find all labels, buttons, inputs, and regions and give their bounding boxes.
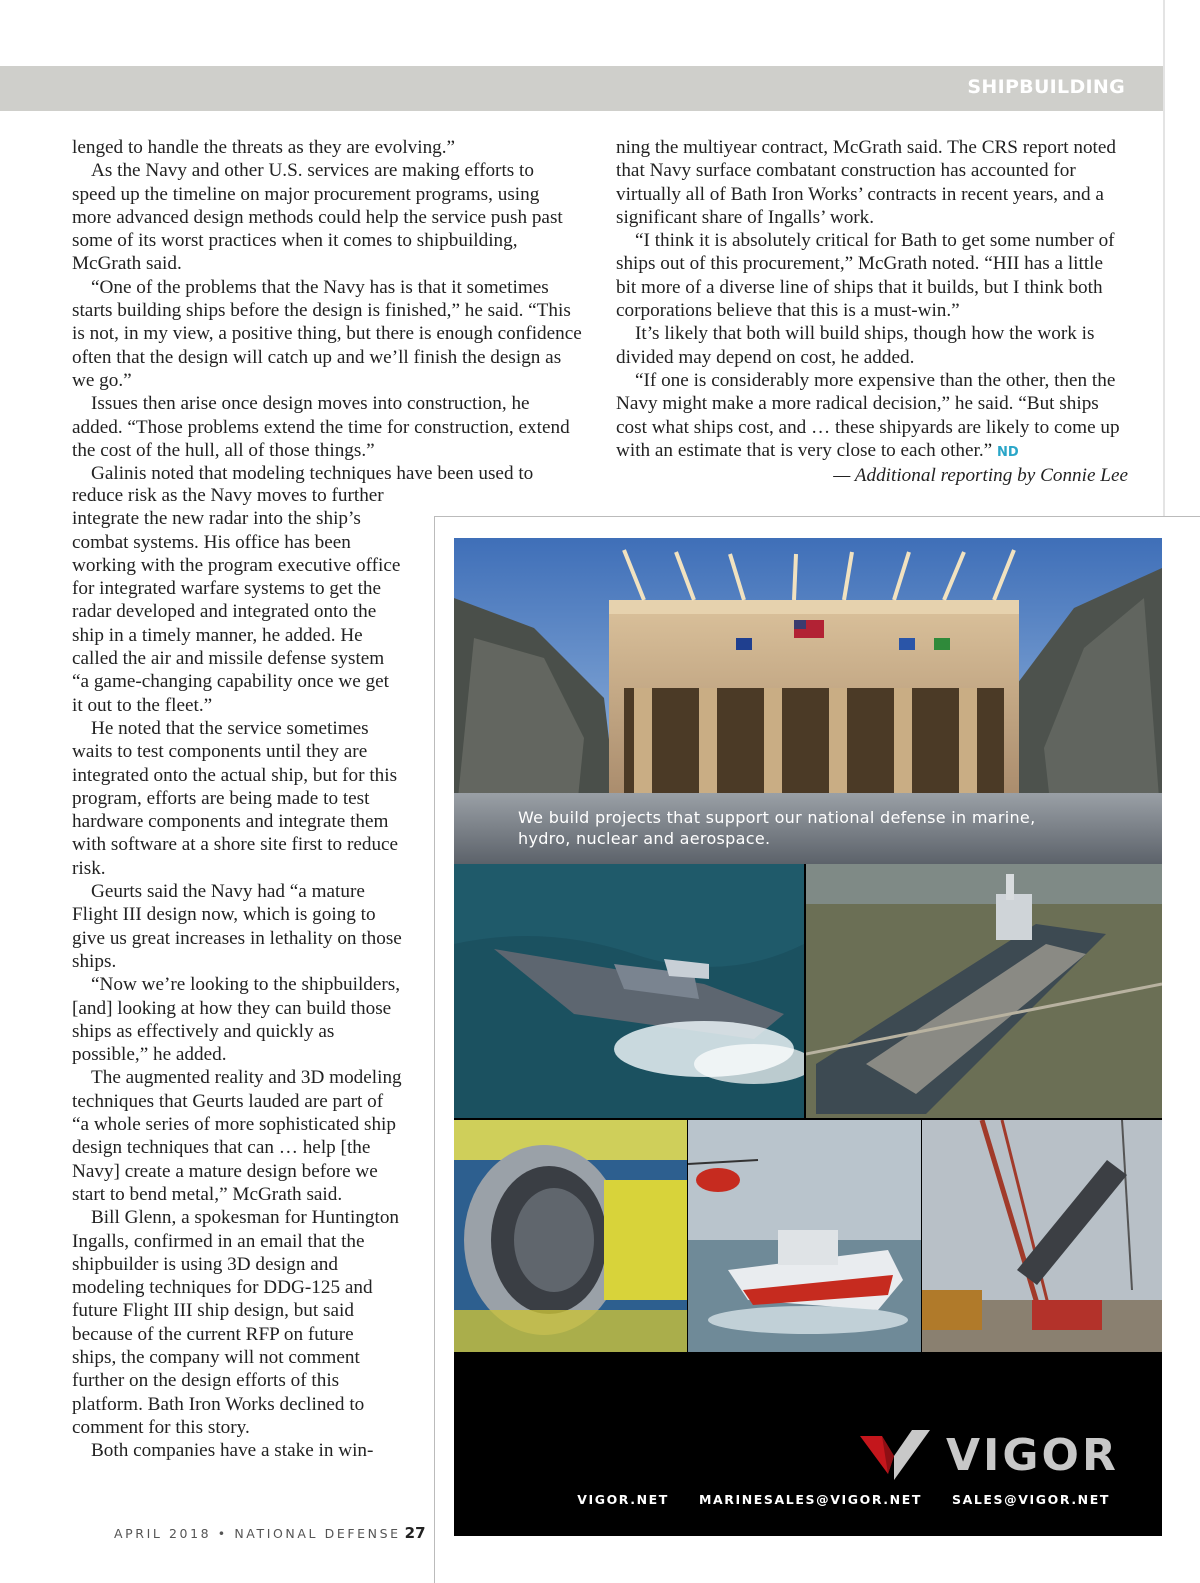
paragraph: “One of the problems that the Navy has is that it sometimes starts building ships before the design is finished,” he said. “This is not, in my view, a positive thing, but there is enough confidence often that the design will catch up and we’ll finish the design as we go.”	[72, 276, 582, 391]
crane-lift-photo	[922, 1120, 1162, 1352]
paragraph: “Now we’re looking to the shipbuilders, [and] looking at how they can build those ships as effectively and quickly as possible,” he added.	[72, 974, 401, 1066]
patrol-boat-photo	[454, 864, 804, 1118]
paragraph: It’s likely that both will build ships, though how the work is divided may depend on cost, he added.	[616, 323, 1095, 368]
paragraph: Bill Glenn, a spokesman for Huntington Ingalls, confirmed in an email that the shipbuilder is using 3D design and modeling techniques for DDG-125 and future Flight III ship design, but said because of the current RFP on future ships, the company will not comment further on the design efforts of this platform. Bath Iron Works declined to comment for this story.	[72, 1207, 400, 1438]
response-boat-helicopter-photo	[688, 1120, 921, 1352]
sales-email-link[interactable]: SALES@VIGOR.NET	[951, 1492, 1110, 1507]
ad-tagline: We build projects that support our national defense in marine, hydro, nuclear and aerospace.	[518, 808, 1036, 848]
paragraph: reduce risk as the Navy moves to further integrate the new radar into the ship’s combat systems. His office has been working with the program executive office for integrated warfare systems to get the radar developed and integrated onto the ship in a timely manner, he added. He called the air and missile defense system “a game-changing capability once we get it out to the fleet.”	[72, 485, 401, 716]
paragraph: lenged to handle the threats as they are evolving.”	[72, 137, 456, 158]
vigor-chevron-icon	[860, 1430, 940, 1480]
end-mark-logo: ND	[996, 444, 1019, 460]
vigor-logo	[860, 1430, 1120, 1486]
article-left-column	[72, 136, 582, 485]
paragraph-text: “If one is considerably more expensive than the other, then the Navy might make a more radical decision,” he said. “But ships cost what ships cost, and … these shipyards are likely to come up with an estimate that is very close to each other.”	[616, 369, 1120, 461]
paragraph: As the Navy and other U.S. services are making efforts to speed up the timeline on major procurement programs, using more advanced design methods could help the service push past some of its worst practices when it comes to shipbuilding, McGrath said.	[72, 160, 563, 275]
advertisement	[454, 538, 1162, 1536]
paragraph: He noted that the service sometimes waits to test components until they are integrated onto the actual ship, but for this program, efforts are being made to test hardware components and integrate them with software at a shore site first to reduce risk.	[72, 717, 399, 879]
ad-photo-row-3	[454, 1120, 1162, 1352]
vigor-wordmark: VIGOR	[946, 1430, 1119, 1481]
paragraph: “I think it is absolutely critical for Bath to get some number of ships out of this procurement,” McGrath noted. “HII has a little bit more of a diverse line of ships that it builds, but I think both corporations believe that this is a must-win.”	[616, 230, 1115, 322]
ship-drydock-photo	[806, 864, 1162, 1118]
page-number: 27	[404, 1524, 426, 1542]
paragraph: Geurts said the Navy had “a mature Flight III design now, which is going to give us great increases in lethality on those ships.	[72, 881, 402, 972]
page-footer	[114, 1524, 426, 1542]
paragraph: Issues then arise once design moves into construction, he added. “Those problems extend the time for construction, extend the cost of the hull, all of those things.”	[72, 393, 570, 461]
byline: — Additional reporting by Connie Lee	[833, 465, 1128, 487]
marine-sales-email-link[interactable]: MARINESALES@VIGOR.NET	[698, 1492, 922, 1507]
steel-cylinder-photo	[454, 1120, 687, 1352]
ad-contact-links	[454, 1492, 1162, 1507]
section-title: SHIPBUILDING	[967, 76, 1125, 98]
paragraph: Galinis noted that modeling techniques have been used to	[91, 463, 534, 485]
paragraph: Both companies have a stake in win-	[91, 1440, 374, 1462]
ad-brand-panel	[454, 1352, 1162, 1536]
section-header-bar	[0, 66, 1163, 111]
issue-label: APRIL 2018 • NATIONAL DEFENSE	[114, 1526, 401, 1541]
dam-spillway-photo	[454, 538, 1162, 864]
paragraph: The augmented reality and 3D modeling techniques that Geurts lauded are part of “a whole series of more sophisticated ship design techniques that can … help [the Navy] create a mature design before we start to bend metal,” McGrath said.	[72, 1067, 402, 1205]
paragraph	[616, 369, 1128, 464]
paragraph: ning the multiyear contract, McGrath said. The CRS report noted that Navy surface combatant construction has accounted for virtually all of Bath Iron Works’ contracts in recent years, and a significant share of Ingalls’ work.	[616, 137, 1116, 228]
website-link[interactable]: VIGOR.NET	[577, 1492, 669, 1507]
ad-photo-row-2	[454, 864, 1162, 1118]
article-right-column	[616, 136, 1128, 487]
article-left-column-narrow	[72, 484, 402, 1462]
